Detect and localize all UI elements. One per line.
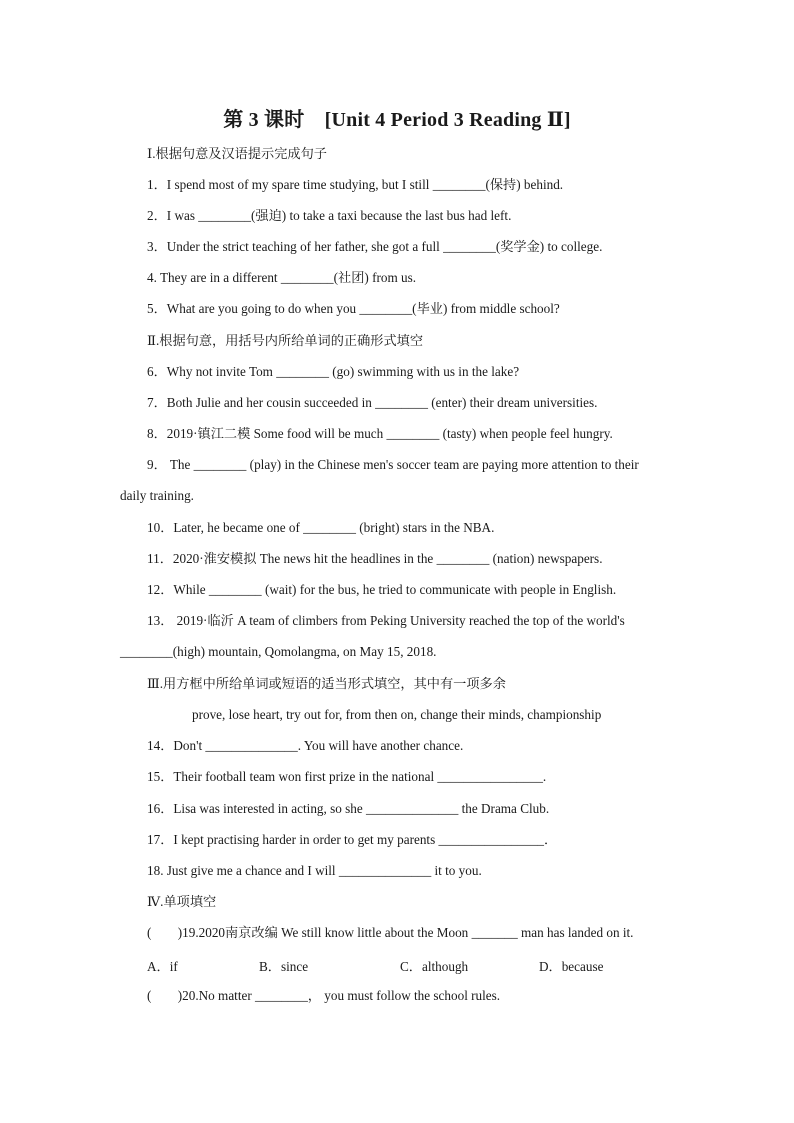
question-6: 6．Why not invite Tom ________ (go) swimming with us in the lake? bbox=[147, 364, 520, 379]
section-heading-1: Ⅰ.根据句意及汉语提示完成句子 bbox=[147, 146, 327, 161]
question-13: 13． 2019·临沂 A team of climbers from Peking University reached the top of the world's bbox=[147, 613, 625, 628]
section-heading-4: Ⅳ.单项填空 bbox=[147, 894, 217, 909]
question-3: 3．Under the strict teaching of her father, she got a full ________(奖学金) to college. bbox=[147, 239, 603, 254]
question-9: 9． The ________ (play) in the Chinese men's soccer team are paying more attention to their bbox=[147, 457, 639, 472]
question-8: 8．2019·镇江二模 Some food will be much ________ (tasty) when people feel hungry. bbox=[147, 426, 613, 441]
question-4: 4. They are in a different ________(社团) from us. bbox=[147, 270, 417, 285]
option-d: D．because bbox=[539, 959, 604, 974]
question-9-continued: daily training. bbox=[120, 488, 194, 503]
question-12: 12．While ________ (wait) for the bus, he tried to communicate with people in English. bbox=[147, 582, 617, 597]
question-7: 7．Both Julie and her cousin succeeded in ________ (enter) their dream universities. bbox=[147, 395, 598, 410]
question-1: 1．I spend most of my spare time studying, but I still ________(保持) behind. bbox=[147, 177, 564, 192]
word-box: prove, lose heart, try out for, from then on, change their minds, championship bbox=[192, 707, 602, 722]
option-c: C．although bbox=[400, 959, 469, 974]
question-5: 5．What are you going to do when you ________(毕业) from middle school? bbox=[147, 301, 560, 316]
question-20: ( )20.No matter ________， you must follow the school rules. bbox=[147, 988, 501, 1003]
option-b: B．since bbox=[259, 959, 309, 974]
question-19: ( )19.2020南京改编 We still know little about the Moon _______ man has landed on it. bbox=[147, 925, 634, 940]
question-18: 18. Just give me a chance and I will ______________ it to you. bbox=[147, 863, 482, 878]
question-17: 17．I kept practising harder in order to get my parents ________________． bbox=[147, 832, 558, 847]
section-heading-2: Ⅱ.根据句意，用括号内所给单词的正确形式填空 bbox=[147, 333, 424, 348]
question-16: 16．Lisa was interested in acting, so she ______________ the Drama Club. bbox=[147, 801, 550, 816]
question-10: 10．Later, he became one of ________ (bright) stars in the NBA. bbox=[147, 520, 495, 535]
question-14: 14．Don't ______________. You will have another chance. bbox=[147, 738, 464, 753]
question-11: 11．2020·淮安模拟 The news hit the headlines in the ________ (nation) newspapers. bbox=[147, 551, 603, 566]
question-13-continued: ________(high) mountain, Qomolangma, on May 15, 2018. bbox=[120, 644, 437, 659]
question-2: 2．I was ________(强迫) to take a taxi because the last bus had left. bbox=[147, 208, 512, 223]
option-a: A．if bbox=[147, 959, 178, 974]
section-heading-3: Ⅲ.用方框中所给单词或短语的适当形式填空，其中有一项多余 bbox=[147, 676, 506, 691]
question-15: 15．Their football team won first prize in the national ________________. bbox=[147, 769, 547, 784]
page-title: 第 3 课时 [Unit 4 Period 3 Reading Ⅱ] bbox=[223, 109, 571, 131]
